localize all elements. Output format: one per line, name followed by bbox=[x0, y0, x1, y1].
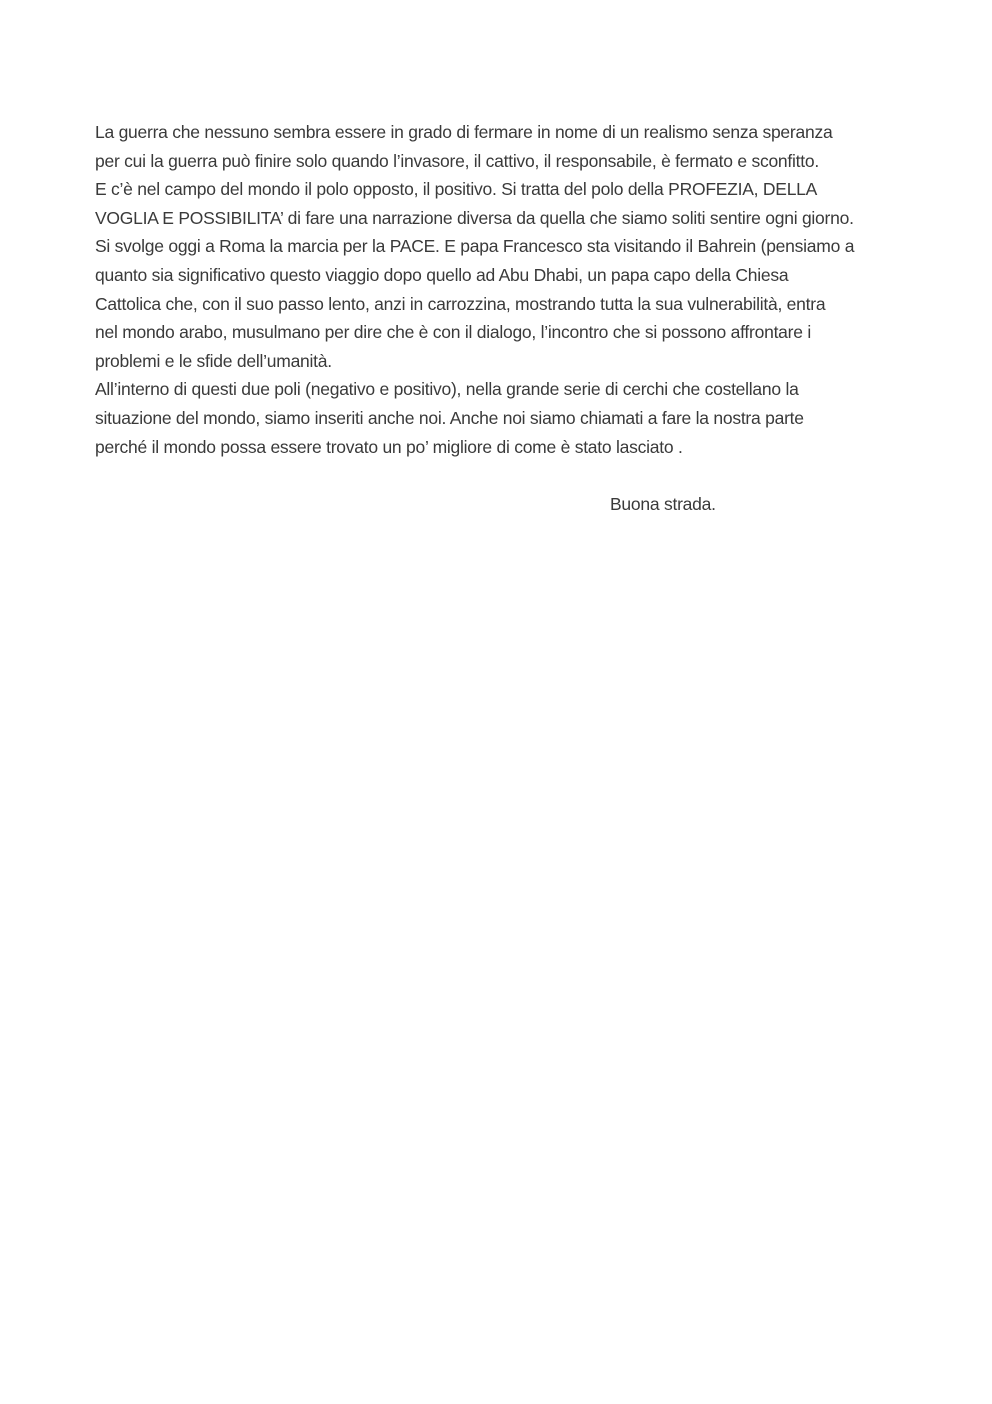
text-line: E c’è nel campo del mondo il polo opposto, il positivo. Si tratta del polo della PROFEZIA, DELLA bbox=[95, 179, 818, 200]
text-line: situazione del mondo, siamo inseriti anche noi. Anche noi siamo chiamati a fare la nostra parte bbox=[95, 407, 804, 428]
text-line: VOGLIA E POSSIBILITA’ di fare una narrazione diversa da quella che siamo soliti sentire ogni giorno. bbox=[95, 207, 854, 228]
text-line: quanto sia significativo questo viaggio dopo quello ad Abu Dhabi, un papa capo della Chiesa bbox=[95, 264, 789, 285]
text-line: La guerra che nessuno sembra essere in grado di fermare in nome di un realismo senza speranza bbox=[95, 122, 833, 142]
text-line: nel mondo arabo, musulmano per dire che è con il dialogo, l’incontro che si possono affrontare i bbox=[95, 322, 811, 343]
closing-line: Buona strada. bbox=[610, 493, 716, 514]
text-line: All’interno di questi due poli (negativo e positivo), nella grande serie di cerchi che costellano la bbox=[95, 379, 799, 400]
text-line: perché il mondo possa essere trovato un po’ migliore di come è stato lasciato . bbox=[95, 436, 683, 457]
text-line: problemi e le sfide dell’umanità. bbox=[95, 350, 332, 371]
body-text-block bbox=[95, 118, 925, 518]
paragraph-1 bbox=[95, 118, 925, 375]
text-line: Cattolica che, con il suo passo lento, anzi in carrozzina, mostrando tutta la sua vulnerabilità, entra bbox=[95, 293, 826, 314]
paragraph-2 bbox=[95, 375, 925, 461]
text-line: per cui la guerra può finire solo quando l’invasore, il cattivo, il responsabile, è fermato e sconfitto. bbox=[95, 150, 819, 171]
text-line: Si svolge oggi a Roma la marcia per la PACE. E papa Francesco sta visitando il Bahrein (pensiamo a bbox=[95, 236, 855, 257]
